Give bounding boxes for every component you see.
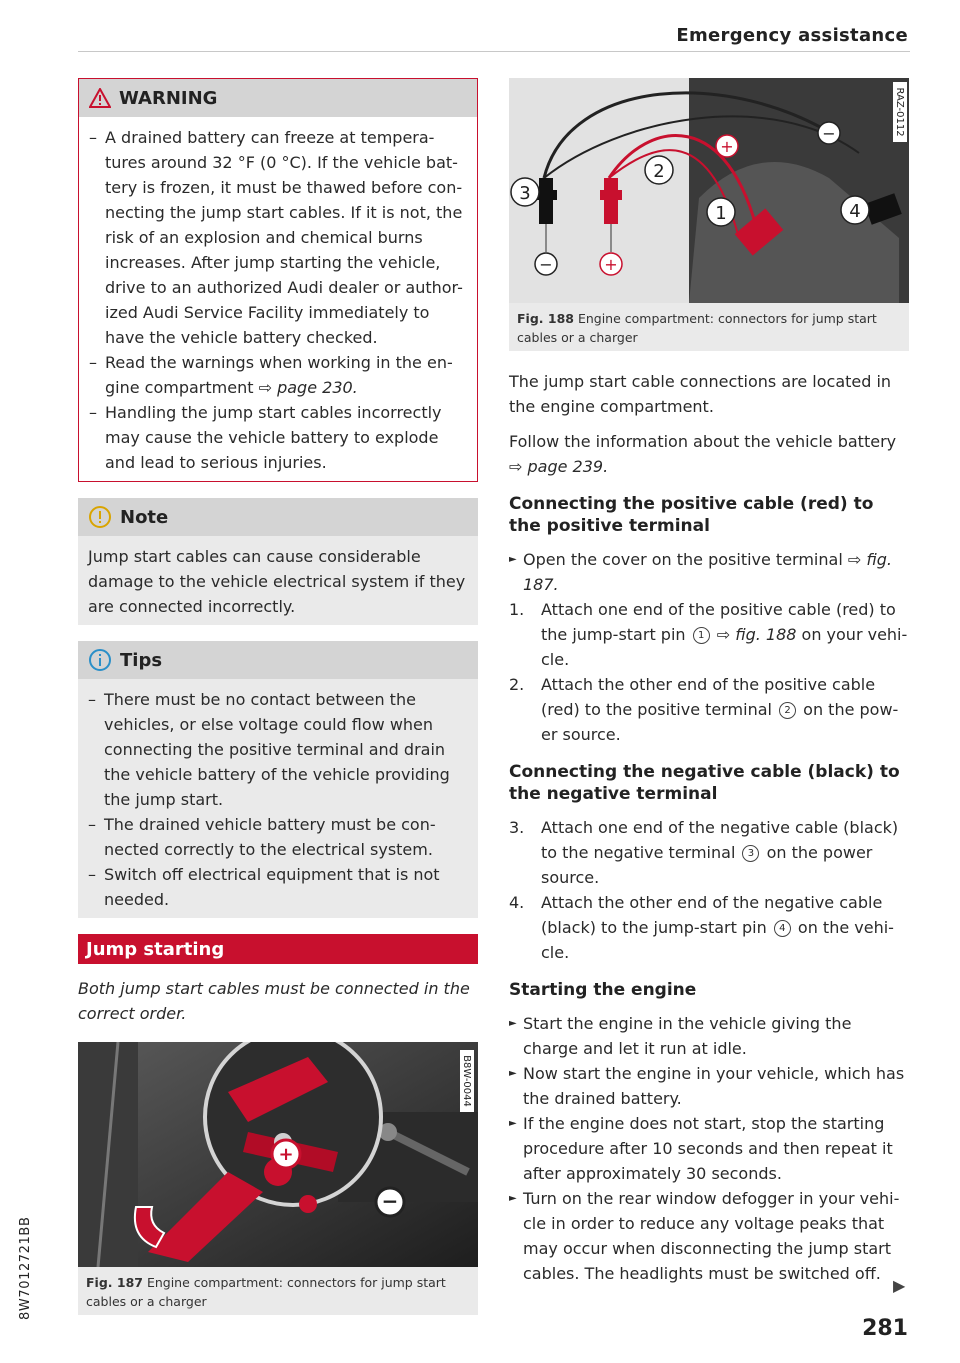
note-header (78, 498, 478, 536)
tip-item: – There must be no contact between the vehicles, or else voltage could flow when connecting the positive terminal and drain the vehicle battery of the vehicle providing the jump start. (88, 687, 468, 812)
plus-marker: + (720, 137, 734, 156)
callout-3 (511, 178, 539, 206)
header-rule (78, 51, 910, 52)
figure-ref-link[interactable]: ⇨ fig. 188 (716, 625, 797, 644)
svg-text:2: 2 (653, 161, 665, 182)
warning-box (78, 78, 478, 482)
step-item: 3. Attach one end of the negative cable (black) to the negative terminal 3 on the power source. (509, 818, 899, 887)
minus-marker: − (822, 124, 836, 143)
page-ref-link[interactable]: ⇨ page 230. (258, 378, 358, 397)
engine-compartment-photo-187 (78, 1042, 478, 1267)
jump-starting-intro: Both jump start cables must be connected in the correct order. (78, 979, 470, 1023)
tip-item: – Switch off electrical equipment that is not needed. (88, 862, 468, 912)
right-column (509, 78, 909, 1286)
note-box (78, 498, 478, 625)
step-item: 1. Attach one end of the positive cable (red) to the jump-start pin 1 ⇨ fig. 188 on your vehi-cle. (509, 600, 908, 669)
warning-body (79, 117, 477, 481)
figure-ref-link[interactable]: ⇨ fig. 187. (523, 550, 892, 594)
paragraph-battery-info: Follow the information about the vehicle battery ⇨ page 239. (509, 432, 897, 476)
minus-label: − (381, 1189, 399, 1213)
step-item: 2. Attach the other end of the positive cable (red) to the positive terminal 2 on the pow-er source. (509, 675, 899, 744)
bullet-item: ► Start the engine in the vehicle giving the charge and let it run at idle. (509, 1011, 909, 1061)
warning-title: WARNING (119, 87, 218, 109)
callout-4 (841, 196, 869, 224)
callout-2 (645, 156, 673, 184)
bullet-item: ► Open the cover on the positive terminal ⇨ fig. 187. (509, 547, 909, 597)
bullet-item: ► If the engine does not start, stop the starting procedure after 10 seconds and then repeat it after approximately 30 seconds. (509, 1111, 909, 1186)
tip-item: – The drained vehicle battery must be con-nected correctly to the electrical system. (88, 812, 468, 862)
bullet-item: ► Now start the engine in your vehicle, which has the drained battery. (509, 1061, 909, 1111)
section-header-title: Emergency assistance (676, 25, 908, 46)
plus-label: + (604, 255, 618, 274)
positive-bullets (509, 547, 909, 597)
start-bullets (509, 1011, 909, 1286)
callout-ref-1: 1 (693, 627, 710, 644)
note-body (78, 536, 478, 625)
plus-label: + (278, 1144, 294, 1165)
warning-item: – Read the warnings when working in the en-gine compartment ⇨ page 230. (89, 350, 467, 400)
heading-negative-cable: Connecting the negative cable (black) to the negative terminal (509, 762, 900, 804)
warning-triangle-icon (89, 88, 111, 108)
figure-188 (509, 78, 909, 351)
bullet-item: ► Turn on the rear window defogger in your vehi-cle in order to reduce any voltage peaks that may occur when disconnecting the jump start cables. The headlights must be switched off. (509, 1186, 909, 1286)
figure-code: B8W-0044 (461, 1055, 472, 1107)
callout-1 (707, 198, 735, 226)
document-code: 8W7012721BB (18, 1216, 33, 1320)
step-item: 4. Attach the other end of the negative cable (black) to the jump-start pin 4 on the vehi-cle. (509, 893, 894, 962)
figure-187 (78, 1042, 478, 1315)
continue-arrow-icon: ▶ (893, 1276, 906, 1295)
figure-187-caption: Fig. 187 Engine compartment: connectors for jump start cables or a charger (86, 1275, 446, 1309)
tips-box (78, 641, 478, 918)
tips-header (78, 641, 478, 679)
minus-label: − (539, 255, 553, 274)
jump-starting-section-title: Jump starting (78, 934, 478, 964)
note-text: Jump start cables can cause considerable damage to the vehicle electrical system if they are connected incorrectly. (88, 547, 466, 616)
negative-steps (509, 815, 909, 965)
positive-steps (509, 597, 909, 747)
svg-text:3: 3 (519, 183, 531, 204)
heading-starting-engine: Starting the engine (509, 980, 697, 1000)
tips-title: Tips (120, 649, 163, 671)
page-number: 281 (862, 1316, 908, 1341)
jump-cable-illustration-188 (509, 78, 909, 303)
note-exclamation-icon (88, 505, 112, 529)
page-ref-link[interactable]: ⇨ page 239. (509, 457, 609, 476)
svg-text:1: 1 (715, 203, 727, 224)
callout-ref-2: 2 (779, 702, 796, 719)
figure-188-caption: Fig. 188 Engine compartment: connectors for jump start cables or a charger (517, 311, 877, 345)
callout-ref-3: 3 (742, 845, 759, 862)
figure-code: RAZ-0112 (894, 87, 905, 137)
left-column (78, 78, 478, 1315)
paragraph-location: The jump start cable connections are located in the engine compartment. (509, 372, 892, 416)
svg-text:4: 4 (849, 201, 861, 222)
note-title: Note (120, 506, 169, 528)
heading-positive-cable: Connecting the positive cable (red) to the positive terminal (509, 494, 874, 536)
warning-header (79, 79, 477, 117)
info-icon (88, 648, 112, 672)
tips-body (78, 679, 478, 918)
warning-item: – Handling the jump start cables incorrectly may cause the vehicle battery to explode and lead to serious injuries. (89, 400, 467, 475)
callout-ref-4: 4 (774, 920, 791, 937)
warning-item: – A drained battery can freeze at tempera-tures around 32 °F (0 °C). If the vehicle bat-tery is frozen, it must be thawed before con-necting the jump start cables. If it is not, the risk of an explosion and chemical burns increases. After jump starting the vehicle, drive to an authorized Audi dealer or author-ized Audi Service Facility immediately to have the vehicle battery checked. (89, 125, 467, 350)
